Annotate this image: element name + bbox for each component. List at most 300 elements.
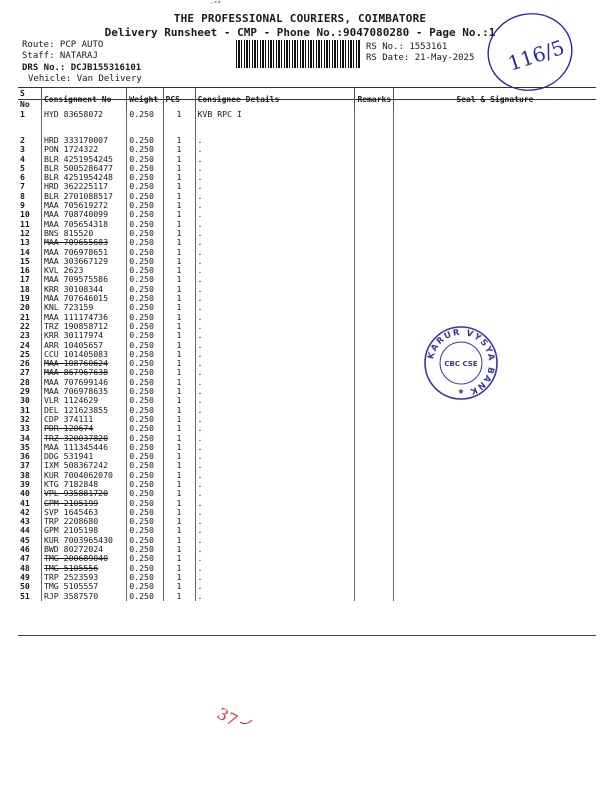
- row-seal-signature: [393, 145, 596, 154]
- row-pcs: 1: [163, 257, 195, 266]
- row-sno: 27: [20, 368, 30, 378]
- row-sno: 43: [20, 517, 30, 527]
- row-pcs: 1: [163, 471, 195, 480]
- row-pcs: 1: [163, 110, 195, 136]
- row-remarks: [355, 182, 393, 191]
- row-pcs: 1: [163, 341, 195, 350]
- row-sno: 20: [20, 303, 30, 313]
- row-remarks: [355, 257, 393, 266]
- handwritten-count: 116/5: [505, 34, 568, 76]
- table-row: [18, 173, 596, 182]
- row-remarks: [355, 452, 393, 461]
- row-consignee-details: .: [195, 424, 355, 433]
- row-pcs: 1: [163, 294, 195, 303]
- row-remarks: [355, 210, 393, 219]
- row-seal-signature: [393, 573, 596, 582]
- row-remarks: [355, 313, 393, 322]
- row-weight: 0.250: [127, 341, 163, 350]
- row-consignment-no: HRD 333170007: [41, 136, 126, 145]
- row-consignee-details: .: [195, 155, 355, 164]
- row-consignment-no: MAA 707699146: [41, 378, 126, 387]
- row-remarks: [355, 331, 393, 340]
- row-weight: 0.250: [127, 452, 163, 461]
- row-consignment-no: MAA 303667129: [41, 257, 126, 266]
- row-pcs: 1: [163, 192, 195, 201]
- row-remarks: [355, 359, 393, 368]
- row-pcs: 1: [163, 554, 195, 563]
- row-weight: 0.250: [127, 248, 163, 257]
- row-seal-signature: [393, 536, 596, 545]
- row-sno: 37: [20, 461, 30, 471]
- row-weight: 0.250: [127, 378, 163, 387]
- corner-mark: ·ᵃᵈ: [210, 0, 221, 7]
- row-pcs: 1: [163, 368, 195, 377]
- table-row: [18, 210, 596, 219]
- row-seal-signature: [393, 480, 596, 489]
- row-pcs: 1: [163, 238, 195, 247]
- row-consignment-no: KRR 30108344: [41, 285, 126, 294]
- row-weight: 0.250: [127, 229, 163, 238]
- row-remarks: [355, 508, 393, 517]
- row-seal-signature: [393, 110, 596, 136]
- table-row: [18, 220, 596, 229]
- row-consignment-no: VPL 935881720: [41, 489, 126, 498]
- row-remarks: [355, 573, 393, 582]
- row-consignee-details: .: [195, 434, 355, 443]
- staff-label: Staff: NATARAJ: [22, 51, 98, 61]
- row-consignment-no: KNL 723159: [41, 303, 126, 312]
- row-weight: 0.250: [127, 164, 163, 173]
- row-remarks: [355, 145, 393, 154]
- table-row: [18, 248, 596, 257]
- row-consignment-no: TRZ 320037820: [41, 434, 126, 443]
- table-row: [18, 229, 596, 238]
- row-pcs: 1: [163, 396, 195, 405]
- row-consignment-no: TRP 2208680: [41, 517, 126, 526]
- row-weight: 0.250: [127, 173, 163, 182]
- table-row: [18, 415, 596, 424]
- row-remarks: [355, 220, 393, 229]
- stamp-text: KARUR VYSYA BANK: [426, 327, 497, 397]
- row-sno: 10: [20, 210, 30, 220]
- row-seal-signature: [393, 313, 596, 322]
- row-remarks: [355, 322, 393, 331]
- row-seal-signature: [393, 443, 596, 452]
- row-weight: 0.250: [127, 592, 163, 601]
- row-remarks: [355, 378, 393, 387]
- row-consignment-no: IXM 508367242: [41, 461, 126, 470]
- row-consignment-no: CCU 101405083: [41, 350, 126, 359]
- row-remarks: [355, 350, 393, 359]
- row-consignment-no: MAA 708740099: [41, 210, 126, 219]
- row-weight: 0.250: [127, 424, 163, 433]
- table-row: [18, 359, 596, 368]
- row-sno: 7: [20, 182, 25, 192]
- row-weight: 0.250: [127, 238, 163, 247]
- row-seal-signature: [393, 275, 596, 284]
- row-sno: 38: [20, 470, 30, 480]
- row-consignee-details: .: [195, 359, 355, 368]
- row-sno: 49: [20, 572, 30, 582]
- row-seal-signature: [393, 582, 596, 591]
- row-consignee-details: .: [195, 229, 355, 238]
- row-consignment-no: MAA 705619272: [41, 201, 126, 210]
- row-pcs: 1: [163, 350, 195, 359]
- row-remarks: [355, 461, 393, 470]
- row-consignment-no: PON 1724322: [41, 145, 126, 154]
- table-row: [18, 396, 596, 405]
- row-sno: 39: [20, 479, 30, 489]
- row-consignee-details: .: [195, 452, 355, 461]
- row-consignee-details: .: [195, 499, 355, 508]
- row-seal-signature: [393, 564, 596, 573]
- row-consignee-details: .: [195, 173, 355, 182]
- rs-date: RS Date: 21-May-2025: [366, 53, 475, 63]
- table-header-row: [18, 88, 596, 110]
- row-remarks: [355, 554, 393, 563]
- row-remarks: [355, 248, 393, 257]
- row-sno: 5: [20, 163, 25, 173]
- row-remarks: [355, 192, 393, 201]
- row-pcs: 1: [163, 582, 195, 591]
- row-pcs: 1: [163, 285, 195, 294]
- table-row: [18, 275, 596, 284]
- row-consignee-details: .: [195, 303, 355, 312]
- barcode: [236, 40, 360, 68]
- row-pcs: 1: [163, 322, 195, 331]
- row-remarks: [355, 110, 393, 136]
- row-consignment-no: MAA 867967638: [41, 368, 126, 377]
- row-sno: 6: [20, 173, 25, 183]
- table-row: [18, 526, 596, 535]
- row-weight: 0.250: [127, 582, 163, 591]
- col-header-sno: S No: [20, 89, 30, 109]
- row-sno: 15: [20, 256, 30, 266]
- table-row: [18, 517, 596, 526]
- row-remarks: [355, 582, 393, 591]
- row-weight: 0.250: [127, 220, 163, 229]
- row-seal-signature: [393, 164, 596, 173]
- row-sno: 11: [20, 219, 30, 229]
- row-sno: 41: [20, 498, 30, 508]
- row-seal-signature: [393, 499, 596, 508]
- row-seal-signature: [393, 155, 596, 164]
- row-weight: 0.250: [127, 526, 163, 535]
- row-weight: 0.250: [127, 415, 163, 424]
- row-pcs: 1: [163, 164, 195, 173]
- table-row: [18, 192, 596, 201]
- row-seal-signature: [393, 238, 596, 247]
- table-row: [18, 294, 596, 303]
- table-row: [18, 303, 596, 312]
- drs-label: DRS No.: DCJB155316101: [22, 63, 142, 73]
- table-row: [18, 573, 596, 582]
- row-sno: 31: [20, 405, 30, 415]
- row-pcs: 1: [163, 564, 195, 573]
- table-row: [18, 331, 596, 340]
- row-consignee-details: .: [195, 266, 355, 275]
- table-body: [18, 110, 596, 601]
- row-consignment-no: DEL 121623855: [41, 406, 126, 415]
- row-remarks: [355, 341, 393, 350]
- row-consignee-details: .: [195, 164, 355, 173]
- row-weight: 0.250: [127, 564, 163, 573]
- row-remarks: [355, 592, 393, 601]
- row-consignee-details: .: [195, 341, 355, 350]
- row-pcs: 1: [163, 573, 195, 582]
- row-consignee-details: .: [195, 536, 355, 545]
- row-consignee-details: KVB RPC I: [195, 110, 355, 136]
- row-pcs: 1: [163, 508, 195, 517]
- row-consignment-no: MAA 707646015: [41, 294, 126, 303]
- row-seal-signature: [393, 266, 596, 275]
- row-pcs: 1: [163, 378, 195, 387]
- row-consignment-no: MAA 111345446: [41, 443, 126, 452]
- row-consignment-no: KUR 7004062070: [41, 471, 126, 480]
- row-weight: 0.250: [127, 406, 163, 415]
- row-consignee-details: .: [195, 443, 355, 452]
- row-seal-signature: [393, 592, 596, 601]
- table-row: [18, 136, 596, 145]
- row-seal-signature: [393, 452, 596, 461]
- row-consignment-no: MAA 706978635: [41, 387, 126, 396]
- row-pcs: 1: [163, 499, 195, 508]
- row-consignment-no: TMG 200689040: [41, 554, 126, 563]
- row-sno: 51: [20, 591, 30, 601]
- row-remarks: [355, 434, 393, 443]
- row-seal-signature: [393, 554, 596, 563]
- row-consignment-no: BLR 4251954248: [41, 173, 126, 182]
- row-consignment-no: TRP 2523593: [41, 573, 126, 582]
- row-consignee-details: .: [195, 387, 355, 396]
- row-consignment-no: SVP 1645463: [41, 508, 126, 517]
- row-weight: 0.250: [127, 489, 163, 498]
- row-consignee-details: .: [195, 313, 355, 322]
- col-header-pcs: PCS: [163, 88, 195, 110]
- row-pcs: 1: [163, 406, 195, 415]
- row-weight: 0.250: [127, 294, 163, 303]
- table-row: [18, 536, 596, 545]
- row-seal-signature: [393, 424, 596, 433]
- row-consignment-no: BWD 80272024: [41, 545, 126, 554]
- row-pcs: 1: [163, 201, 195, 210]
- row-weight: 0.250: [127, 145, 163, 154]
- row-weight: 0.250: [127, 396, 163, 405]
- row-consignee-details: .: [195, 582, 355, 591]
- table-row: [18, 582, 596, 591]
- row-remarks: [355, 155, 393, 164]
- row-weight: 0.250: [127, 313, 163, 322]
- row-pcs: 1: [163, 461, 195, 470]
- table-row: [18, 266, 596, 275]
- row-consignment-no: HRD 362225117: [41, 182, 126, 191]
- page-subtitle: Delivery Runsheet - CMP - Phone No.:9047080280 - Page No.:1: [104, 26, 496, 39]
- row-remarks: [355, 424, 393, 433]
- row-remarks: [355, 387, 393, 396]
- row-consignment-no: BNS 815520: [41, 229, 126, 238]
- table-row: [18, 545, 596, 554]
- row-consignee-details: .: [195, 182, 355, 191]
- table-row: [18, 341, 596, 350]
- row-remarks: [355, 294, 393, 303]
- row-consignee-details: .: [195, 471, 355, 480]
- table-row: [18, 508, 596, 517]
- table-row: [18, 592, 596, 601]
- table-row: [18, 182, 596, 191]
- row-sno: 14: [20, 247, 30, 257]
- row-consignment-no: HYD 83658072: [41, 110, 126, 136]
- row-sno: 44: [20, 526, 30, 536]
- row-consignee-details: .: [195, 136, 355, 145]
- row-sno: 19: [20, 294, 30, 304]
- table-row: [18, 554, 596, 563]
- row-consignee-details: .: [195, 257, 355, 266]
- row-remarks: [355, 480, 393, 489]
- row-pcs: 1: [163, 387, 195, 396]
- row-weight: 0.250: [127, 359, 163, 368]
- runsheet-table-wrap: [18, 88, 596, 601]
- row-sno: 28: [20, 377, 30, 387]
- row-remarks: [355, 229, 393, 238]
- row-weight: 0.250: [127, 443, 163, 452]
- row-seal-signature: [393, 220, 596, 229]
- col-header-weight: Weight: [127, 88, 163, 110]
- row-consignment-no: MAA 111174736: [41, 313, 126, 322]
- row-sno: 34: [20, 433, 30, 443]
- row-weight: 0.250: [127, 499, 163, 508]
- row-sno: 2: [20, 136, 25, 145]
- table-row: [18, 499, 596, 508]
- rs-number: RS No.: 1553161: [366, 42, 448, 52]
- row-sno: 13: [20, 238, 30, 248]
- row-consignment-no: MAA 705654318: [41, 220, 126, 229]
- row-seal-signature: [393, 471, 596, 480]
- row-consignee-details: .: [195, 564, 355, 573]
- row-pcs: 1: [163, 424, 195, 433]
- row-pcs: 1: [163, 275, 195, 284]
- row-remarks: [355, 396, 393, 405]
- row-consignment-no: TMG 5105557: [41, 582, 126, 591]
- row-weight: 0.250: [127, 285, 163, 294]
- row-seal-signature: [393, 173, 596, 182]
- row-weight: 0.250: [127, 182, 163, 191]
- table-row: [18, 285, 596, 294]
- row-consignment-no: BLR 2701088517: [41, 192, 126, 201]
- route-label: Route: PCP AUTO: [22, 40, 104, 50]
- row-pcs: 1: [163, 452, 195, 461]
- table-row: [18, 443, 596, 452]
- row-weight: 0.250: [127, 545, 163, 554]
- table-row: [18, 322, 596, 331]
- row-seal-signature: [393, 192, 596, 201]
- table-row: [18, 378, 596, 387]
- table-row: [18, 368, 596, 377]
- row-weight: 0.250: [127, 201, 163, 210]
- row-seal-signature: [393, 210, 596, 219]
- row-sno: 29: [20, 387, 30, 397]
- row-consignee-details: .: [195, 573, 355, 582]
- row-pcs: 1: [163, 173, 195, 182]
- row-weight: 0.250: [127, 554, 163, 563]
- table-row: [18, 471, 596, 480]
- row-sno: 40: [20, 489, 30, 499]
- row-pcs: 1: [163, 434, 195, 443]
- row-weight: 0.250: [127, 517, 163, 526]
- col-header-seal: Seal & Signature: [393, 88, 596, 110]
- handwritten-red-mark: [210, 700, 270, 740]
- row-consignment-no: ARR 10405657: [41, 341, 126, 350]
- row-remarks: [355, 536, 393, 545]
- row-pcs: 1: [163, 136, 195, 145]
- table-row: [18, 164, 596, 173]
- row-sno: 22: [20, 321, 30, 331]
- row-pcs: 1: [163, 155, 195, 164]
- row-consignment-no: MAA 706978651: [41, 248, 126, 257]
- row-seal-signature: [393, 508, 596, 517]
- row-seal-signature: [393, 136, 596, 145]
- table-row: [18, 387, 596, 396]
- row-seal-signature: [393, 406, 596, 415]
- col-header-consignee: Consignee Details: [195, 88, 355, 110]
- row-consignee-details: .: [195, 350, 355, 359]
- row-pcs: 1: [163, 480, 195, 489]
- row-remarks: [355, 303, 393, 312]
- row-seal-signature: [393, 303, 596, 312]
- row-pcs: 1: [163, 545, 195, 554]
- row-remarks: [355, 471, 393, 480]
- row-sno: 18: [20, 284, 30, 294]
- stamp-center-text: CBC CSE: [444, 360, 478, 368]
- table-row: [18, 110, 596, 136]
- row-consignment-no: MAA 108760624: [41, 359, 126, 368]
- row-sno: 36: [20, 452, 30, 462]
- row-seal-signature: [393, 517, 596, 526]
- row-consignee-details: .: [195, 192, 355, 201]
- row-consignee-details: .: [195, 238, 355, 247]
- row-pcs: 1: [163, 592, 195, 601]
- row-consignee-details: .: [195, 294, 355, 303]
- table-row: [18, 257, 596, 266]
- row-sno: 48: [20, 563, 30, 573]
- row-consignment-no: BLR 5005286477: [41, 164, 126, 173]
- row-weight: 0.250: [127, 257, 163, 266]
- row-consignment-no: KRR 30117974: [41, 331, 126, 340]
- row-pcs: 1: [163, 229, 195, 238]
- vehicle-label: Vehicle: Van Delivery: [28, 74, 142, 84]
- row-remarks: [355, 545, 393, 554]
- row-pcs: 1: [163, 331, 195, 340]
- row-weight: 0.250: [127, 508, 163, 517]
- row-pcs: 1: [163, 266, 195, 275]
- row-sno: 3: [20, 145, 25, 155]
- row-sno: 1: [20, 110, 25, 119]
- row-weight: 0.250: [127, 303, 163, 312]
- row-sno: 17: [20, 275, 30, 285]
- row-pcs: 1: [163, 303, 195, 312]
- table-row: [18, 238, 596, 247]
- row-sno: 47: [20, 554, 30, 564]
- row-consignee-details: .: [195, 461, 355, 470]
- row-consignee-details: .: [195, 201, 355, 210]
- row-consignee-details: .: [195, 275, 355, 284]
- row-consignee-details: .: [195, 210, 355, 219]
- row-pcs: 1: [163, 248, 195, 257]
- row-sno: 25: [20, 349, 30, 359]
- row-weight: 0.250: [127, 110, 163, 136]
- row-consignee-details: .: [195, 285, 355, 294]
- row-weight: 0.250: [127, 210, 163, 219]
- row-seal-signature: [393, 229, 596, 238]
